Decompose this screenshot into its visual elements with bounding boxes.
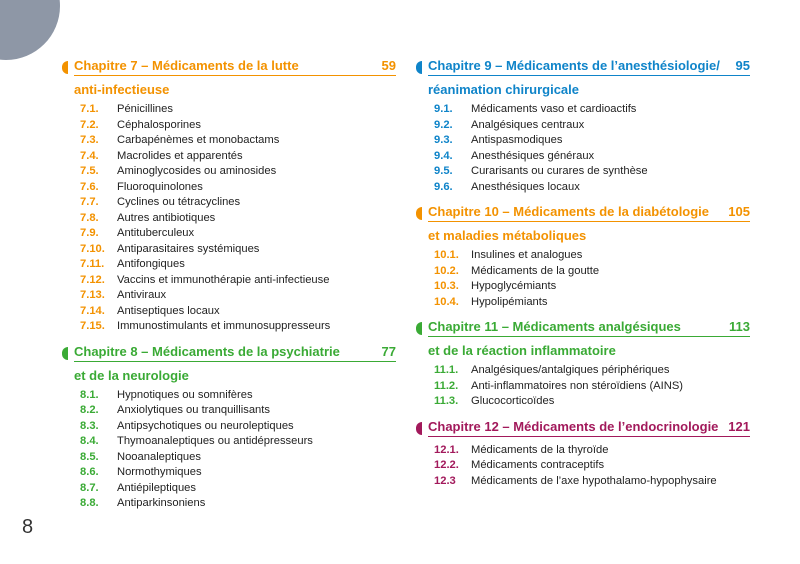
- toc-entry-label: Médicaments vaso et cardioactifs: [471, 103, 637, 115]
- chapter-page-number: 95: [735, 58, 750, 73]
- toc-entry[interactable]: [80, 319, 396, 335]
- toc-entry-number: 10.4.: [434, 295, 459, 308]
- chapter-item-list: [416, 248, 750, 310]
- toc-column-left: [62, 58, 396, 521]
- chapter-heading[interactable]: [62, 58, 396, 97]
- toc-entry[interactable]: [434, 279, 750, 295]
- toc-entry-number: 7.10.: [80, 242, 105, 255]
- toc-entry-label: Céphalosporines: [117, 118, 201, 131]
- toc-entry[interactable]: [80, 304, 396, 320]
- toc-entry-label: Carbapénèmes et monobactams: [117, 134, 280, 146]
- toc-entry-number: 11.3.: [434, 395, 459, 407]
- toc-entry-number: 7.14.: [80, 304, 105, 317]
- chapter-title-row: [428, 204, 750, 222]
- toc-entry-label: Immunostimulants et immunosuppresseurs: [117, 320, 331, 332]
- chapter-marker: [416, 61, 422, 74]
- toc-entry-number: 8.4.: [80, 435, 99, 447]
- toc-entry[interactable]: [80, 242, 396, 258]
- chapter-item-list: [416, 102, 750, 195]
- toc-entry-number: 7.13.: [80, 289, 105, 301]
- toc-entry-number: 12.3: [434, 474, 456, 487]
- chapter-title-row: [74, 344, 396, 362]
- toc-entry-label: Anesthésiques locaux: [471, 180, 580, 193]
- toc-entry[interactable]: [434, 149, 750, 165]
- toc-entry[interactable]: [80, 257, 396, 273]
- toc-entry-number: 7.9.: [80, 227, 99, 239]
- toc-entry-label: Antituberculeux: [117, 227, 195, 239]
- chapter-page-number: 121: [728, 418, 750, 434]
- toc-entry-number: 7.11.: [80, 258, 105, 270]
- toc-entry-number: 8.2.: [80, 404, 99, 416]
- toc-entry-number: 9.2.: [434, 118, 453, 131]
- toc-entry-number: 7.4.: [80, 149, 99, 162]
- toc-entry[interactable]: [434, 295, 750, 311]
- toc-entry-number: 8.1.: [80, 388, 99, 401]
- chapter-heading[interactable]: [416, 204, 750, 243]
- toc-entry-number: 11.1.: [434, 364, 459, 376]
- chapter-marker: [62, 61, 68, 74]
- toc-entry-label: Médicaments contraceptifs: [471, 459, 605, 471]
- chapter-title-row: [428, 419, 750, 437]
- chapter-heading[interactable]: [416, 319, 750, 358]
- toc-entry-label: Vaccins et immunothérapie anti-infectieuse: [117, 273, 330, 286]
- chapter-subtitle: anti-infectieuse: [74, 82, 170, 97]
- chapter-item-list: [62, 102, 396, 335]
- chapter-page-number: 105: [728, 204, 750, 219]
- toc-entry[interactable]: [434, 474, 750, 490]
- toc-entry-label: Analgésiques/antalgiques périphériques: [471, 364, 670, 376]
- chapter-heading[interactable]: [416, 58, 750, 97]
- toc-entry-label: Antiviraux: [117, 289, 167, 301]
- toc-entry-label: Analgésiques centraux: [471, 118, 585, 131]
- toc-entry-number: 7.5.: [80, 165, 99, 177]
- chapter-subtitle: et de la réaction inflammatoire: [428, 343, 616, 358]
- toc-entry-label: Glucocorticoïdes: [471, 395, 555, 407]
- chapter-page-number: 59: [381, 58, 396, 73]
- toc-entry[interactable]: [80, 450, 396, 466]
- toc-entry-label: Antiparasitaires systémiques: [117, 242, 260, 255]
- chapter-heading[interactable]: [416, 419, 750, 437]
- toc-entry[interactable]: [434, 458, 750, 474]
- toc-entry-label: Insulines et analogues: [471, 249, 583, 261]
- toc-entry[interactable]: [80, 419, 396, 435]
- toc-entry[interactable]: [80, 226, 396, 242]
- chapter-title-row: [74, 58, 396, 76]
- toc-entry[interactable]: [434, 363, 750, 379]
- chapter-heading[interactable]: [62, 344, 396, 383]
- chapter-title: Chapitre 9 – Médicaments de l’anesthésiologie/: [428, 58, 720, 73]
- toc-entry[interactable]: [434, 248, 750, 264]
- toc-entry-number: 7.15.: [80, 320, 105, 332]
- toc-entry-label: Hypnotiques ou somnifères: [117, 388, 253, 401]
- toc-entry[interactable]: [80, 273, 396, 289]
- toc-entry-label: Médicaments de la thyroïde: [471, 443, 609, 456]
- toc-column-right: [416, 58, 750, 498]
- toc-entry[interactable]: [80, 434, 396, 450]
- chapter-title: Chapitre 8 – Médicaments de la psychiatrie: [74, 343, 340, 359]
- toc-entry[interactable]: [80, 164, 396, 180]
- toc-entry-number: 7.2.: [80, 118, 99, 131]
- toc-entry-label: Thymoanaleptiques ou antidépresseurs: [117, 435, 313, 447]
- toc-entry[interactable]: [80, 496, 396, 512]
- toc-entry[interactable]: [80, 403, 396, 419]
- chapter-8: [62, 344, 396, 512]
- chapter-subtitle: réanimation chirurgicale: [428, 82, 579, 97]
- toc-entry[interactable]: [80, 118, 396, 134]
- toc-entry-number: 7.6.: [80, 180, 99, 193]
- toc-entry[interactable]: [80, 102, 396, 118]
- toc-entry[interactable]: [80, 288, 396, 304]
- toc-entry-label: Antiseptiques locaux: [117, 304, 220, 317]
- toc-entry[interactable]: [434, 180, 750, 196]
- toc-entry[interactable]: [434, 379, 750, 395]
- toc-entry-number: 10.1.: [434, 249, 459, 261]
- chapter-item-list: [416, 443, 750, 490]
- chapter-item-list: [416, 363, 750, 410]
- toc-entry-label: Hypolipémiants: [471, 295, 548, 308]
- chapter-9: [416, 58, 750, 195]
- chapter-7: [62, 58, 396, 335]
- toc-entry-label: Antiépileptiques: [117, 481, 196, 494]
- toc-entry-label: Anxiolytiques ou tranquillisants: [117, 404, 270, 416]
- toc-entry-label: Fluoroquinolones: [117, 180, 203, 193]
- toc-entry-label: Normothymiques: [117, 466, 202, 478]
- toc-entry[interactable]: [80, 195, 396, 211]
- toc-entry-number: 9.4.: [434, 149, 453, 162]
- toc-entry[interactable]: [434, 118, 750, 134]
- toc-entry-label: Antiparkinsoniens: [117, 497, 206, 509]
- toc-entry[interactable]: [434, 443, 750, 459]
- chapter-marker: [416, 322, 422, 335]
- toc-entry[interactable]: [80, 211, 396, 227]
- toc-entry-number: 10.3.: [434, 280, 459, 292]
- chapter-12: [416, 419, 750, 490]
- chapter-title: Chapitre 12 – Médicaments de l’endocrinologie: [428, 418, 719, 434]
- toc-entry-label: Médicaments de l’axe hypothalamo-hypophysaire: [471, 474, 717, 487]
- toc-entry-number: 7.1.: [80, 103, 99, 115]
- toc-entry-number: 8.3.: [80, 419, 99, 432]
- chapter-title-row: [428, 319, 750, 337]
- page-number: 8: [22, 516, 34, 538]
- toc-entry-label: Autres antibiotiques: [117, 211, 216, 224]
- chapter-marker: [416, 422, 422, 435]
- toc-entry-number: 7.7.: [80, 196, 99, 208]
- chapter-title: Chapitre 10 – Médicaments de la diabétologie: [428, 204, 710, 219]
- chapter-title-row: [428, 58, 750, 76]
- toc-entry-label: Nooanaleptiques: [117, 450, 201, 463]
- toc-entry-label: Cyclines ou tétracyclines: [117, 196, 241, 208]
- chapter-11: [416, 319, 750, 410]
- toc-entry-number: 8.7.: [80, 481, 99, 494]
- chapter-10: [416, 204, 750, 310]
- toc-entry[interactable]: [80, 481, 396, 497]
- toc-entry-label: Pénicillines: [117, 103, 173, 115]
- toc-entry-label: Aminoglycosides ou aminosides: [117, 165, 277, 177]
- chapter-title: Chapitre 11 – Médicaments analgésiques: [428, 319, 681, 334]
- toc-entry-label: Curarisants ou curares de synthèse: [471, 165, 648, 177]
- toc-entry[interactable]: [434, 102, 750, 118]
- toc-entry-number: 9.5.: [434, 165, 453, 177]
- toc-entry-number: 7.12.: [80, 273, 105, 286]
- toc-entry-number: 9.3.: [434, 134, 453, 146]
- chapter-page-number: 77: [381, 343, 396, 359]
- toc-entry-label: Médicaments de la goutte: [471, 264, 600, 277]
- toc-entry-number: 8.5.: [80, 450, 99, 463]
- toc-entry[interactable]: [434, 133, 750, 149]
- toc-entry-label: Anesthésiques généraux: [471, 149, 595, 162]
- chapter-subtitle: et maladies métaboliques: [428, 228, 587, 243]
- chapter-subtitle: et de la neurologie: [74, 367, 189, 383]
- toc-entry[interactable]: [434, 394, 750, 410]
- toc-entry-number: 10.2.: [434, 264, 459, 277]
- chapter-page-number: 113: [729, 319, 750, 334]
- chapter-marker: [416, 207, 422, 220]
- toc-entry-number: 8.6.: [80, 466, 99, 478]
- toc-entry-label: Hypoglycémiants: [471, 280, 557, 292]
- corner-decoration: [0, 0, 60, 60]
- toc-entry-label: Antifongiques: [117, 258, 185, 270]
- toc-entry-number: 11.2.: [434, 379, 459, 392]
- toc-entry[interactable]: [80, 133, 396, 149]
- chapter-item-list: [62, 388, 396, 512]
- toc-entry[interactable]: [80, 149, 396, 165]
- toc-entry-number: 8.8.: [80, 497, 99, 509]
- toc-entry-number: 9.1.: [434, 103, 453, 115]
- toc-entry[interactable]: [80, 180, 396, 196]
- toc-entry[interactable]: [434, 164, 750, 180]
- toc-entry-number: 9.6.: [434, 180, 453, 193]
- toc-entry-number: 7.3.: [80, 134, 99, 146]
- toc-entry[interactable]: [80, 388, 396, 404]
- toc-entry-label: Macrolides et apparentés: [117, 149, 243, 162]
- chapter-marker: [62, 347, 68, 360]
- toc-entry[interactable]: [80, 465, 396, 481]
- toc-entry-number: 12.2.: [434, 459, 459, 471]
- toc-entry-label: Anti-inflammatoires non stéroïdiens (AINS): [471, 379, 684, 392]
- toc-entry-label: Antipsychotiques ou neuroleptiques: [117, 419, 294, 432]
- toc-entry-label: Antispasmodiques: [471, 134, 563, 146]
- chapter-title: Chapitre 7 – Médicaments de la lutte: [74, 58, 299, 73]
- toc-entry-number: 12.1.: [434, 443, 459, 456]
- toc-entry[interactable]: [434, 264, 750, 280]
- toc-entry-number: 7.8.: [80, 211, 99, 224]
